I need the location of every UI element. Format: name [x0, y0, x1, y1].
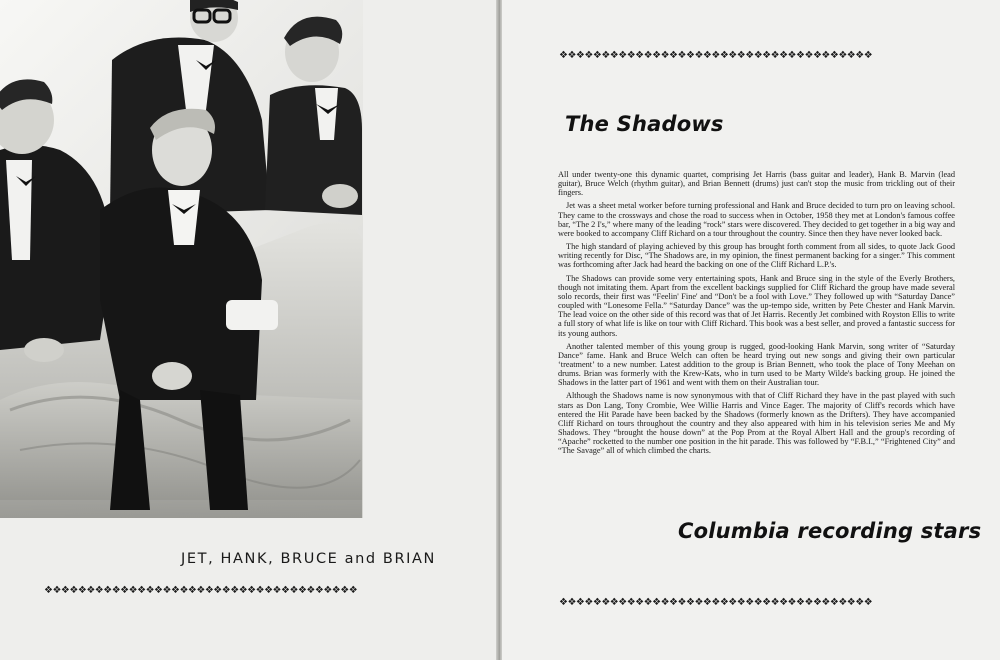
paragraph: Another talented member of this young group is rugged, good-looking Hank Marvin, song writer of “Saturday Dance” fame. Hank and Bruce Welch can often be heard trying out new songs and giving their own particular ‘treatment’ to a new number. Latest addition to the group is Brian Bennett, who took the place of Tony Meehan on drums. Brian was formerly with the Krew-Kats, who in turn used to be Marty Wilde's backing group. He joined the Shadows in the latter part of 1961 and went with them on their Australian tour. — [558, 341, 955, 388]
band-photo — [0, 0, 363, 518]
paragraph: Although the Shadows name is now synonymous with that of Cliff Richard they have in the past played with such stars as Don Lang, Tony Crombie, Wee Willie Harris and Vince Eager. The majority of Cliff's records which have entered the Hit Parade have been backed by the Shadows (formerly known as the Drifters). They have accompanied Cliff Richard on tours throughout the country and they also appeared with him in his television series Me and My Shadows. They “brought the house down” at the Pop Prom at the Royal Albert Hall and the group's recording of “Apache” rocketted to the number one position in the hit parade. This was followed by “F.B.I.,” “Frightened City” and “The Savage” all of which climbed the charts. — [558, 391, 955, 456]
band-photo-illustration — [0, 0, 363, 518]
article-body — [558, 170, 955, 460]
tagline: Columbia recording stars — [678, 519, 982, 543]
photo-caption: JET, HANK, BRUCE and BRIAN — [181, 551, 436, 567]
left-page — [0, 0, 498, 660]
paragraph: All under twenty-one this dynamic quartet, comprising Jet Harris (bass guitar and leader), Hank B. Marvin (lead guitar), Bruce Welch (rhythm guitar), and Brian Bennett (drums) just can't stop the music from trickling out of their fingers. — [558, 170, 955, 198]
paragraph: Jet was a sheet metal worker before turning professional and Hank and Bruce decided to turn pro on leaving school. They came to the crossways and chose the road to success when in October, 1958 they met at London's famous coffee bar, “The 2 I's,” where many of the leading “rock” stars were discovered. They decided to get together in a big way and were booked to accompany Cliff Richard on a tour throughout the country. Since then they have never looked back. — [558, 201, 955, 238]
paragraph: The high standard of playing achieved by this group has brought forth comment from all sides, to quote Jack Good writing recently for Disc, “The Shadows are, in my opinion, the finest permanent backing for a singer.” This comment was forthcoming after Jack had heard the backing on one of the Cliff Richard L.P.'s. — [558, 242, 955, 270]
decorative-border-top: ❖❖❖❖❖❖❖❖❖❖❖❖❖❖❖❖❖❖❖❖❖❖❖❖❖❖❖❖❖❖❖❖❖❖❖❖❖ — [559, 50, 873, 61]
decorative-border-bottom: ❖❖❖❖❖❖❖❖❖❖❖❖❖❖❖❖❖❖❖❖❖❖❖❖❖❖❖❖❖❖❖❖❖❖❖❖❖ — [559, 597, 873, 608]
decorative-border-left: ❖❖❖❖❖❖❖❖❖❖❖❖❖❖❖❖❖❖❖❖❖❖❖❖❖❖❖❖❖❖❖❖❖❖❖❖❖ — [44, 585, 358, 596]
paragraph: The Shadows can provide some very entertaining spots, Hank and Bruce sing in the style of the Everly Brothers, though not imitating them. Apart from the excellent backings supplied for Cliff Richard the group have made several solo records, their first was “Feelin' Fine' and “Don't be a fool with Love.” They followed up with “Saturday Dance” coupled with “Lonesome Fella.” “Saturday Dance” was the up-tempo side, written by Pete Chester and Hank Marvin. The lead voice on the other side of this record was that of Jet Harris. Recently Jet combined with Royston Ellis to write a full story of what life is like on tour with Cliff Richard. This book was a best seller, and proved a fantastic success for its young authors. — [558, 273, 955, 338]
article-title: The Shadows — [565, 112, 724, 136]
